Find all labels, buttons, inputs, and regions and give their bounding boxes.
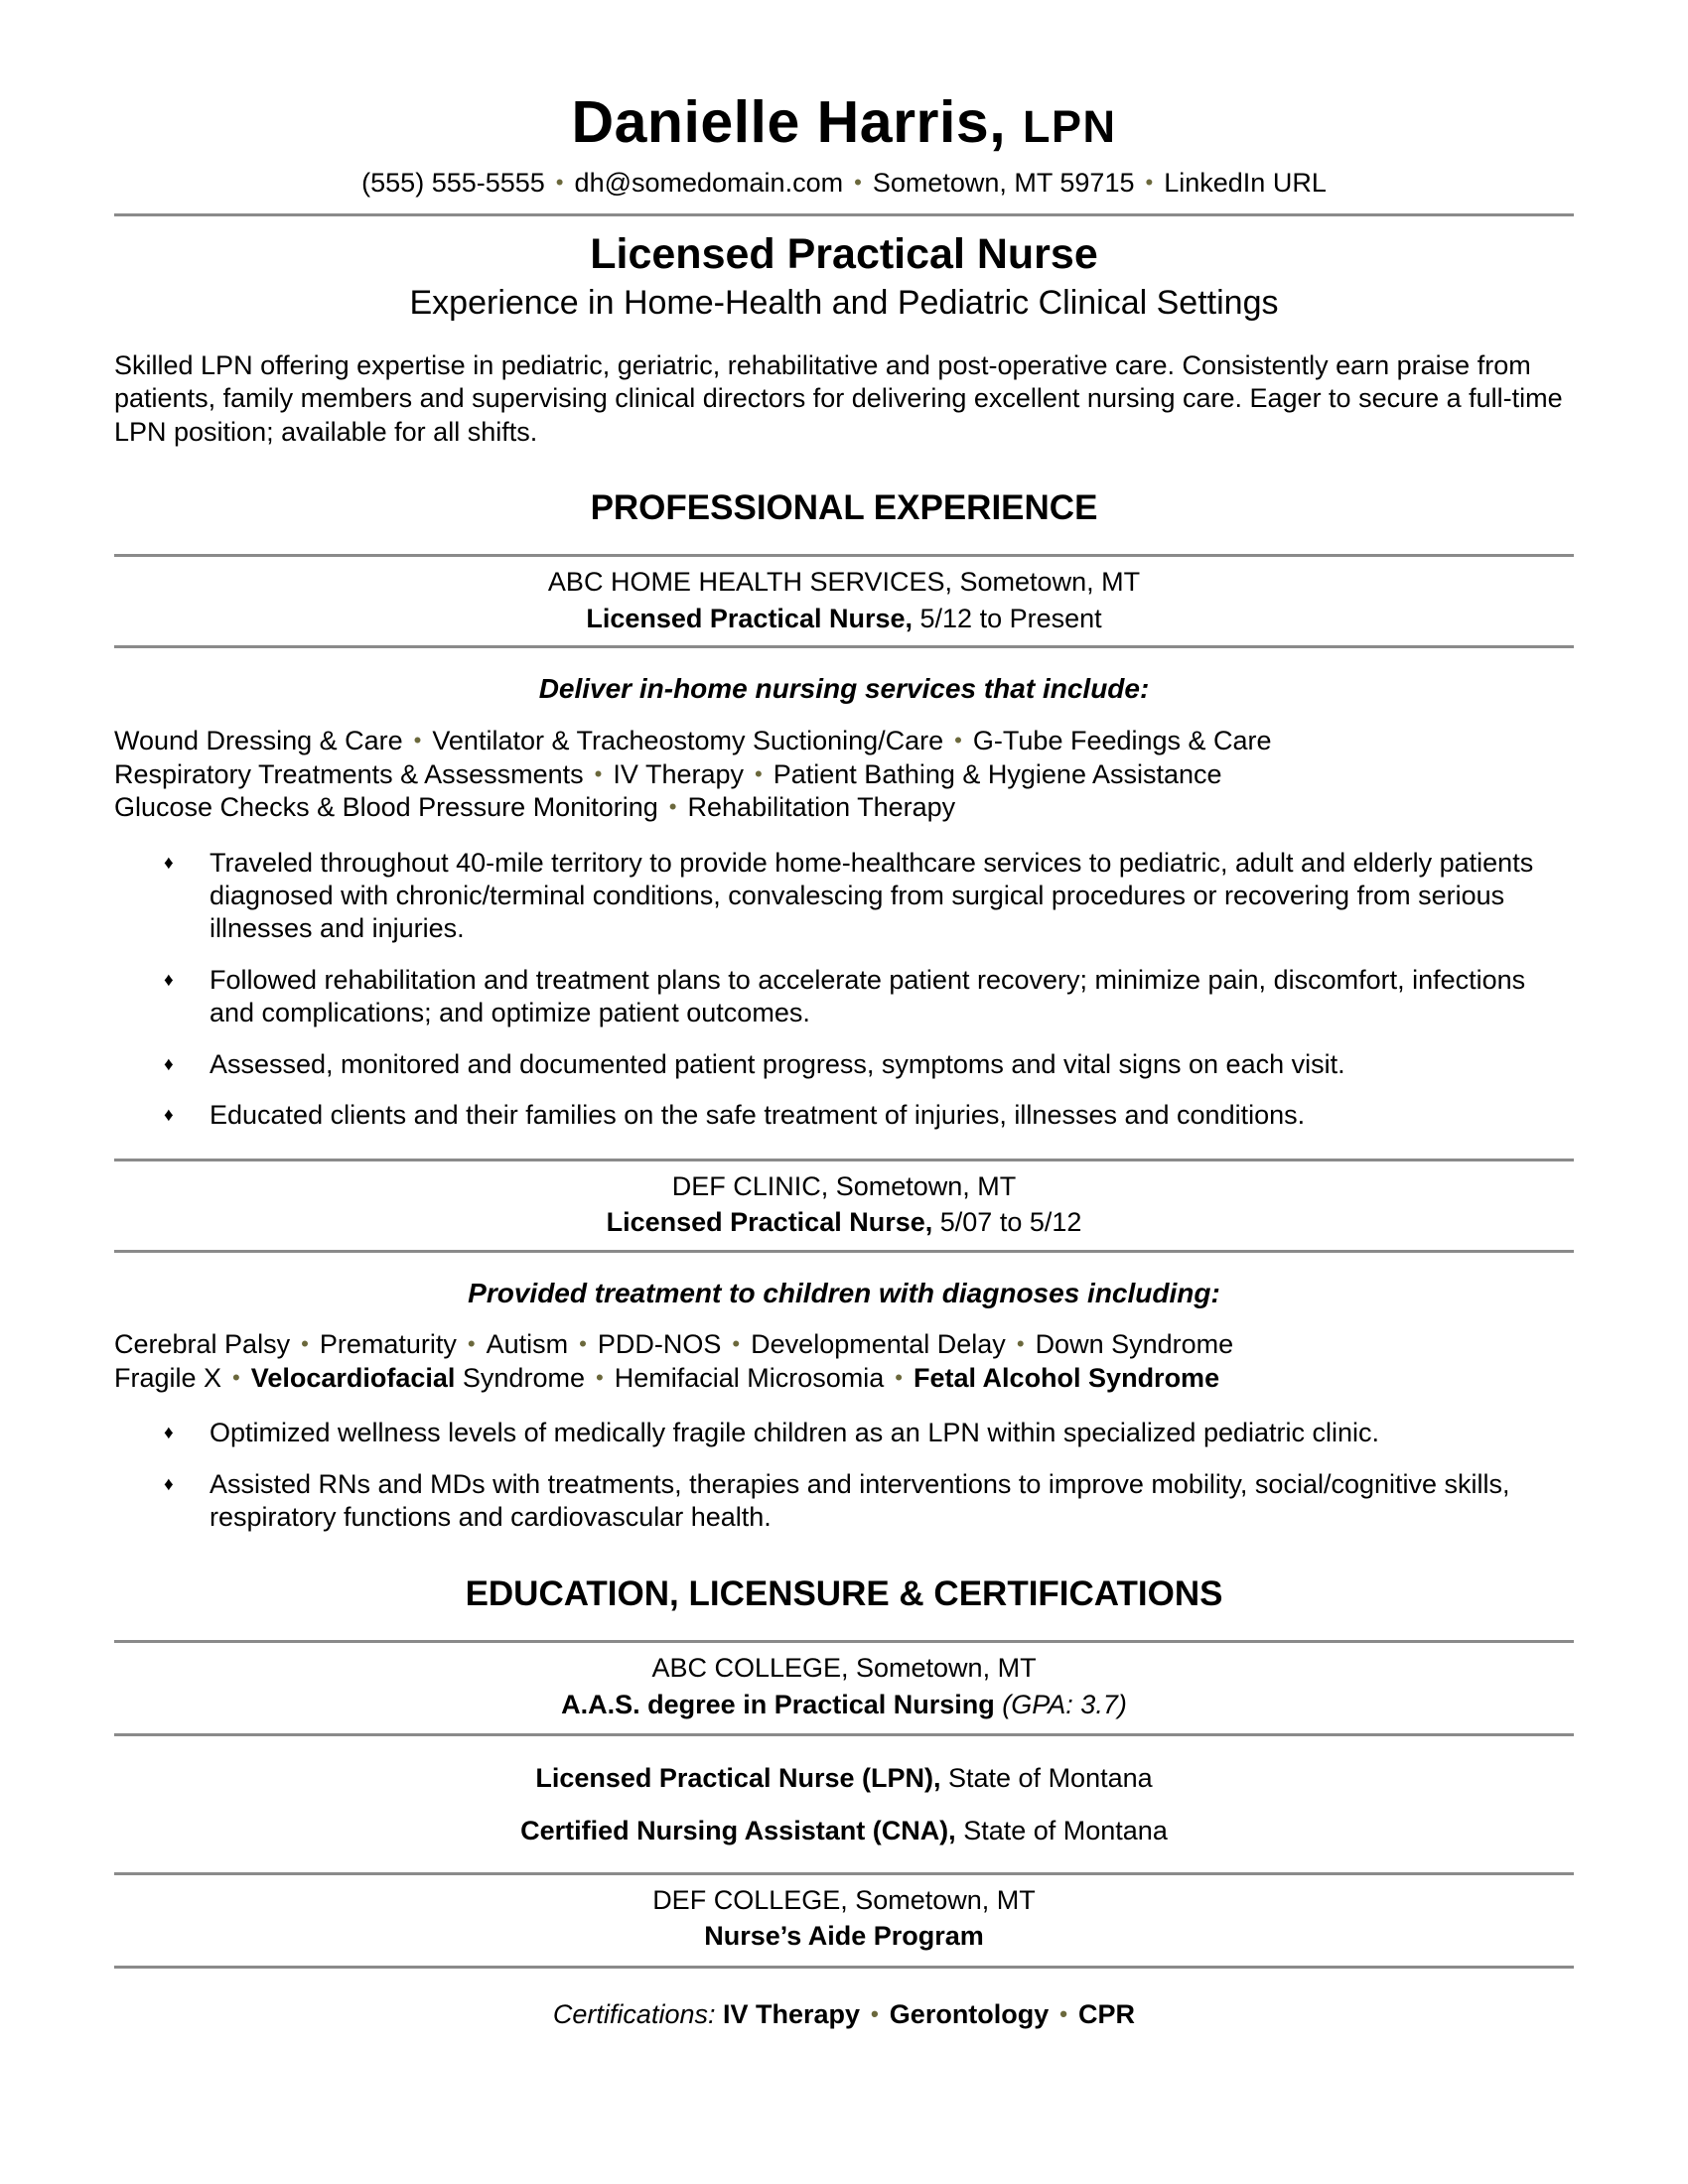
skill-item: Rehabilitation Therapy [687, 792, 956, 823]
skills-line [114, 791, 1574, 824]
horizontal-rule [114, 1159, 1574, 1161]
job-dates: 5/12 to Present [919, 603, 1102, 633]
contact-line [114, 167, 1574, 200]
horizontal-rule [114, 213, 1574, 216]
separator-dot-icon: • [1145, 170, 1154, 196]
degree-gpa: (GPA: 3.7) [1002, 1689, 1127, 1719]
license-title: Certified Nursing Assistant (CNA), [520, 1816, 956, 1846]
diagnosis-item: Prematurity [319, 1329, 457, 1360]
bullet-item [164, 1468, 1574, 1535]
bullet-text: Assessed, monitored and documented patient progress, symptoms and vital signs on each visit. [210, 1048, 1345, 1079]
horizontal-rule [114, 1250, 1574, 1253]
separator-dot-icon: • [895, 1364, 904, 1390]
diagnosis-item: Cerebral Palsy [114, 1329, 291, 1360]
separator-dot-icon: • [854, 170, 862, 196]
certification-item: CPR [1078, 1998, 1136, 2029]
license-line [114, 1815, 1574, 1847]
bullet-text: Traveled throughout 40-mile territory to provide home-healthcare services to pediatric, adult and elderly patients diagnosed with chronic/terminal conditions, convalescing from surgical procedures or recovering from serious illnesses and injuries. [210, 847, 1534, 944]
diagnoses-block [114, 1328, 1574, 1395]
contact-item: (555) 555-5555 [361, 168, 545, 199]
diamond-bullet-icon: ♦ [164, 852, 174, 874]
diagnosis-item: Fetal Alcohol Syndrome [914, 1362, 1220, 1393]
job-role-line [114, 603, 1574, 635]
diamond-bullet-icon: ♦ [164, 1105, 174, 1127]
bullet-item [164, 964, 1574, 1030]
skill-item: Respiratory Treatments & Assessments [114, 758, 584, 789]
job-tagline: Provided treatment to children with diagnoses including: [468, 1277, 1220, 1308]
diagnosis-item: Velocardiofacial Syndrome [250, 1362, 585, 1393]
contact-item: Sometown, MT 59715 [872, 168, 1135, 199]
resume-title: Licensed Practical Nurse [590, 229, 1098, 278]
bullet-item [164, 847, 1574, 946]
job-company: ABC HOME HEALTH SERVICES, Sometown, MT [547, 567, 1141, 598]
bullet-item [164, 1048, 1574, 1081]
diamond-bullet-icon: ♦ [164, 969, 174, 991]
license-line [114, 1762, 1574, 1795]
resume-name [114, 89, 1574, 155]
skill-item: G-Tube Feedings & Care [972, 726, 1272, 756]
job-dates: 5/07 to 5/12 [939, 1207, 1082, 1238]
college-name: DEF COLLEGE, Sometown, MT [652, 1884, 1036, 1915]
certifications-items [723, 1999, 1135, 2029]
horizontal-rule [114, 1872, 1574, 1875]
degree-line [114, 1689, 1574, 1721]
certification-item: IV Therapy [723, 1998, 861, 2029]
skill-item: Patient Bathing & Hygiene Assistance [773, 758, 1222, 789]
diamond-bullet-icon: ♦ [164, 1423, 174, 1444]
skill-item: IV Therapy [613, 758, 744, 789]
resume-subtitle: Experience in Home-Health and Pediatric Clinical Settings [409, 283, 1279, 322]
separator-dot-icon: • [467, 1331, 476, 1357]
skills-line [114, 758, 1574, 791]
degree-title: A.A.S. degree in Practical Nursing [561, 1689, 995, 1719]
bullet-text: Educated clients and their families on the safe treatment of injuries, illnesses and conditions. [210, 1100, 1306, 1131]
bullet-item [164, 1099, 1574, 1132]
diagnosis-item: Hemifacial Microsomia [614, 1362, 885, 1393]
diagnosis-item: PDD-NOS [597, 1329, 722, 1360]
diamond-bullet-icon: ♦ [164, 1053, 174, 1075]
diagnosis-item: Down Syndrome [1035, 1329, 1234, 1360]
separator-dot-icon: • [301, 1331, 309, 1357]
skill-item: Ventilator & Tracheostomy Suctioning/Care [432, 726, 944, 756]
separator-dot-icon: • [1059, 2000, 1068, 2026]
job-company: DEF CLINIC, Sometown, MT [671, 1170, 1017, 1201]
separator-dot-icon: • [413, 728, 422, 753]
summary-paragraph: Skilled LPN offering expertise in pediatric, geriatric, rehabilitative and post-operative care. Consistently earn praise from patients, family members and supervising clinical directors for delivering excellent nursing care. Eager to secure a full-time LPN position; available for all shifts. [114, 349, 1563, 447]
program-line [114, 1920, 1574, 1953]
separator-dot-icon: • [871, 2000, 879, 2026]
section-heading-experience: PROFESSIONAL EXPERIENCE [590, 488, 1098, 528]
job-role-line [114, 1206, 1574, 1239]
bullet-text: Followed rehabilitation and treatment plans to accelerate patient recovery; minimize pain, discomfort, infections and complications; and optimize patient outcomes. [210, 964, 1526, 1028]
college-name: ABC COLLEGE, Sometown, MT [651, 1653, 1037, 1684]
license-title: Licensed Practical Nurse (LPN), [535, 1762, 941, 1793]
job-role: Licensed Practical Nurse, [606, 1207, 933, 1238]
name-credential: LPN [1023, 101, 1117, 152]
job-role: Licensed Practical Nurse, [586, 603, 913, 633]
certifications-label: Certifications: [552, 1998, 716, 2029]
diagnosis-item: Developmental Delay [751, 1329, 1006, 1360]
separator-dot-icon: • [555, 170, 564, 196]
diagnoses-line [114, 1362, 1574, 1395]
separator-dot-icon: • [732, 1331, 741, 1357]
separator-dot-icon: • [755, 760, 763, 786]
horizontal-rule [114, 1966, 1574, 1969]
horizontal-rule [114, 645, 1574, 648]
contact-item: LinkedIn URL [1164, 168, 1327, 199]
skill-item: Glucose Checks & Blood Pressure Monitoring [114, 792, 658, 823]
separator-dot-icon: • [579, 1331, 587, 1357]
license-issuer: State of Montana [948, 1762, 1153, 1793]
separator-dot-icon: • [595, 1364, 604, 1390]
diagnosis-item: Fragile X [114, 1362, 222, 1393]
separator-dot-icon: • [232, 1364, 240, 1390]
bullet-text: Assisted RNs and MDs with treatments, therapies and interventions to improve mobility, social/cognitive skills, respiratory functions and cardiovascular health. [210, 1468, 1510, 1533]
license-issuer: State of Montana [963, 1816, 1168, 1846]
bullet-text: Optimized wellness levels of medically fragile children as an LPN within specialized pediatric clinic. [210, 1418, 1380, 1448]
skill-item: Wound Dressing & Care [114, 726, 403, 756]
separator-dot-icon: • [594, 760, 603, 786]
diagnoses-line [114, 1328, 1574, 1361]
name-text: Danielle Harris, [571, 89, 1007, 155]
diagnosis-item: Autism [486, 1329, 569, 1360]
program-title: Nurse’s Aide Program [704, 1921, 984, 1952]
bullet-item [164, 1417, 1574, 1449]
skills-line [114, 725, 1574, 757]
certifications-line [114, 1998, 1574, 2031]
contact-item: dh@somedomain.com [574, 168, 844, 199]
certification-item: Gerontology [889, 1998, 1050, 2029]
skills-block [114, 725, 1574, 824]
bullet-list [114, 1417, 1574, 1534]
job-tagline: Deliver in-home nursing services that include: [538, 673, 1150, 705]
separator-dot-icon: • [954, 728, 962, 753]
horizontal-rule [114, 1640, 1574, 1643]
separator-dot-icon: • [668, 794, 677, 820]
section-heading-education: EDUCATION, LICENSURE & CERTIFICATIONS [465, 1573, 1223, 1613]
horizontal-rule [114, 1733, 1574, 1736]
diamond-bullet-icon: ♦ [164, 1473, 174, 1495]
bullet-list [114, 847, 1574, 1133]
horizontal-rule [114, 554, 1574, 557]
separator-dot-icon: • [1016, 1331, 1025, 1357]
